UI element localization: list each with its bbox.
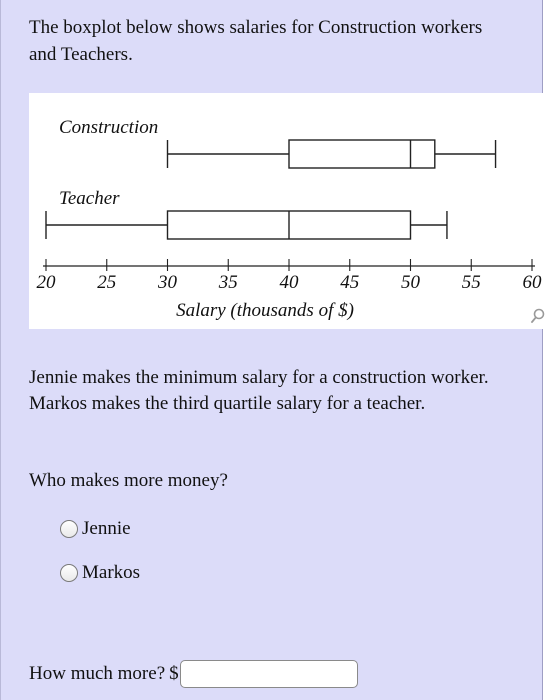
amount-input[interactable]	[180, 660, 358, 688]
x-tick-label: 55	[461, 272, 481, 293]
option-jennie-label: Jennie	[82, 518, 131, 539]
magnifier-icon[interactable]	[531, 308, 545, 324]
boxplot-chart	[29, 93, 544, 329]
teacher-series-label: Teacher	[59, 188, 120, 209]
option-jennie[interactable]	[60, 516, 131, 542]
construction-box	[289, 140, 435, 168]
option-markos-label: Markos	[82, 562, 141, 583]
x-tick-label: 50	[401, 272, 420, 293]
x-tick-label: 30	[158, 272, 177, 293]
option-markos[interactable]	[60, 560, 140, 586]
x-axis-label: Salary (thousands of $)	[176, 300, 354, 321]
construction-series-label: Construction	[59, 117, 159, 138]
x-tick-label: 35	[218, 272, 238, 293]
currency-symbol: $	[169, 663, 179, 684]
x-tick-label: 40	[279, 272, 299, 293]
x-tick-label: 25	[97, 272, 117, 293]
x-tick-label: 60	[522, 272, 542, 293]
scroll-edge	[543, 0, 550, 700]
x-tick-label: 45	[340, 272, 360, 293]
boxplot-card	[29, 93, 544, 329]
amount-label: How much more?	[29, 663, 166, 684]
x-tick-label: 20	[36, 272, 56, 293]
radio-markos[interactable]	[60, 564, 78, 582]
amount-row	[29, 660, 358, 688]
radio-jennie[interactable]	[60, 520, 78, 538]
scenario-text: Jennie makes the minimum salary for a construction worker. Markos makes the third quartile salary for a teacher.	[29, 367, 489, 414]
question-prompt: Who makes more money?	[29, 470, 228, 491]
question-intro: The boxplot below shows salaries for Construction workers and Teachers.	[29, 17, 483, 65]
